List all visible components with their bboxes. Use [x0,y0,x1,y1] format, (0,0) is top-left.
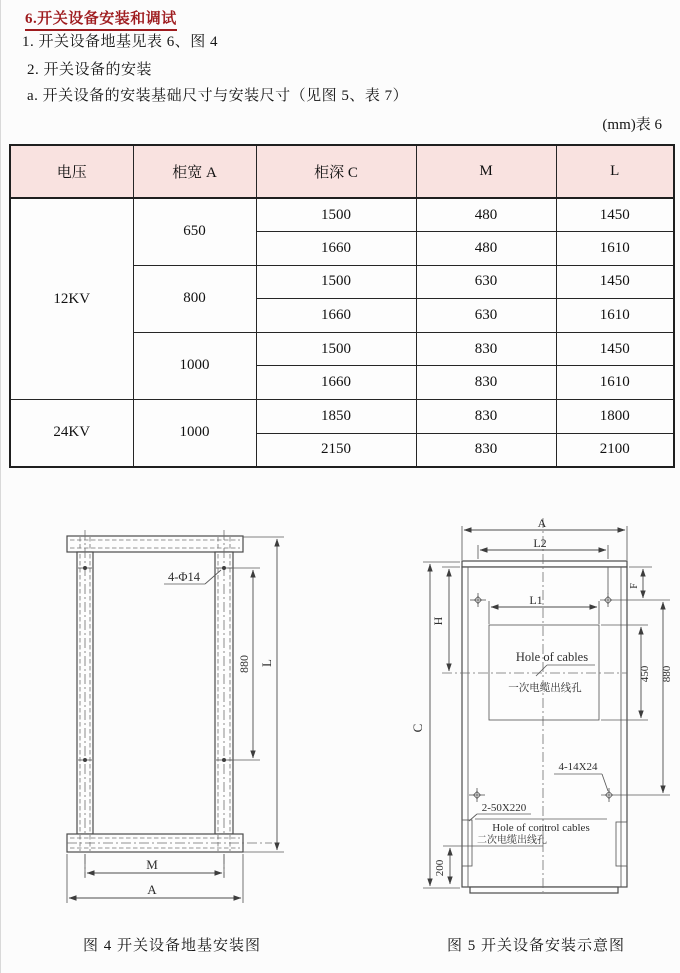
cell-l: 1800 [556,400,674,434]
dimension-table [9,144,675,468]
fig5-dim-A-label: A [537,516,547,530]
cell-l: 1450 [556,198,674,232]
cell-voltage: 12KV [10,198,133,400]
cell-m: 830 [416,332,556,366]
cell-width: 1000 [133,332,256,399]
fig5-ctrl-hole-en: Hole of control cables [492,822,590,834]
cell-m: 830 [416,433,556,467]
intro-line-3: a. 开关设备的安装基础尺寸与安装尺寸（见图 5、表 7） [27,88,409,104]
cell-m: 480 [416,198,556,232]
col-header-depth-c: 柜深 C [256,145,416,198]
cell-l: 1610 [556,366,674,400]
fig5-dim-450-label: 450 [639,665,651,683]
fig5-dim-F-label: F [629,583,640,589]
cell-depth: 1660 [256,366,416,400]
cell-m: 830 [416,400,556,434]
cell-l: 1450 [556,332,674,366]
col-header-width-a: 柜宽 A [133,145,256,198]
cell-depth: 2150 [256,433,416,467]
cell-depth: 1500 [256,332,416,366]
fig5-dim-L2-label: L2 [533,536,547,550]
intro-line-1: 1. 开关设备地基见表 6、图 4 [22,34,219,50]
figure4-caption: 图 4 开关设备地基安装图 [82,938,261,954]
unit-note: (mm)表 6 [602,117,662,133]
cell-m: 630 [416,265,556,299]
fig5-top-hole-note: 4-14X24 [558,761,598,773]
cell-depth: 1500 [256,198,416,232]
fig4-dim-880-label: 880 [237,655,251,673]
cell-m: 480 [416,232,556,266]
cell-width: 650 [133,198,256,265]
col-header-m: M [416,145,556,198]
figure5-caption: 图 5 开关设备安装示意图 [446,938,625,954]
fig4-dim-M-label: M [146,857,158,872]
fig5-dim-C-label: C [410,723,425,733]
fig5-ctrl-hole-note: 2-50X220 [481,802,527,814]
fig4-hole-note-label: 4-Φ14 [167,570,201,584]
figure4-foundation-drawing [40,520,300,915]
fig5-dim-200-label: 200 [434,859,446,877]
cell-m: 830 [416,366,556,400]
cell-depth: 1500 [256,265,416,299]
fig5-dim-L1-label: L1 [529,593,543,607]
cell-width: 1000 [133,400,256,467]
fig5-cable-hole-cn: 一次电缆出线孔 [508,683,582,694]
cell-l: 2100 [556,433,674,467]
fig4-hole-callout [164,570,221,584]
col-header-l: L [556,145,674,198]
cell-depth: 1660 [256,232,416,266]
fig5-dim-H-label: H [431,616,445,626]
col-header-voltage: 电压 [10,145,133,198]
cell-voltage: 24KV [10,400,133,467]
table-row [10,198,674,232]
cell-l: 1610 [556,299,674,333]
fig5-dim-880-label: 880 [661,665,673,683]
fig5-cable-hole-en: Hole of cables [515,650,589,664]
fig4-anchor-holes [78,566,232,762]
cell-width: 800 [133,265,256,332]
fig4-dim-L-label: L [259,659,274,667]
intro-line-2: 2. 开关设备的安装 [27,62,153,78]
cell-depth: 1850 [256,400,416,434]
table-row [10,400,674,434]
section-title: 6.开关设备安装和调试 [25,7,177,31]
figure5-installation-drawing [405,515,677,910]
cell-l: 1610 [556,232,674,266]
fig5-ctrl-hole-cn: 二次电缆出线孔 [477,835,547,846]
cell-l: 1450 [556,265,674,299]
table-header-row [10,145,674,198]
cell-depth: 1660 [256,299,416,333]
cell-m: 630 [416,299,556,333]
fig4-dim-A-label: A [147,882,157,897]
